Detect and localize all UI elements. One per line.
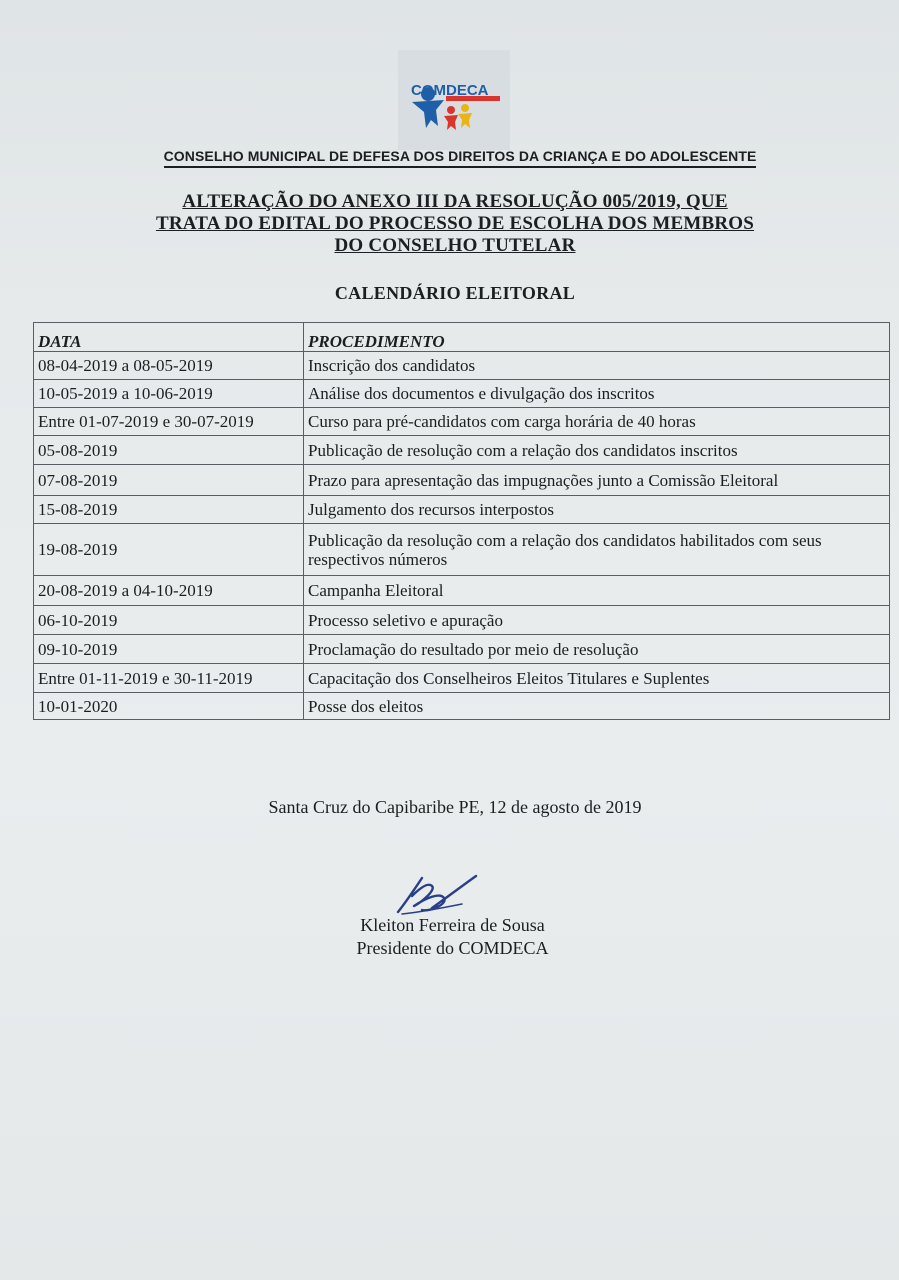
calendar-heading: CALENDÁRIO ELEITORAL [334, 283, 576, 303]
table-header-row [34, 323, 890, 352]
cell-date: 05-08-2019 [34, 436, 304, 465]
document-title [60, 191, 850, 257]
header-procedure: PROCEDIMENTO [304, 323, 890, 352]
cell-procedure: Publicação de resolução com a relação dos candidatos inscritos [304, 436, 890, 465]
council-name: CONSELHO MUNICIPAL DE DEFESA DOS DIREITOS DA CRIANÇA E DO ADOLESCENTE [60, 148, 860, 168]
table-row [34, 524, 890, 576]
cell-procedure: Inscrição dos candidatos [304, 352, 890, 380]
header-date: DATA [34, 323, 304, 352]
table-row [34, 408, 890, 436]
table-row [34, 496, 890, 524]
cell-procedure: Análise dos documentos e divulgação dos inscritos [304, 380, 890, 408]
cell-procedure: Curso para pré-candidatos com carga horária de 40 horas [304, 408, 890, 436]
cell-date: 19-08-2019 [34, 524, 304, 576]
cell-date: 15-08-2019 [34, 496, 304, 524]
electoral-calendar-table [33, 322, 890, 720]
table-row [34, 606, 890, 635]
cell-procedure: Publicação da resolução com a relação dos candidatos habilitados com seus respectivos números [304, 524, 890, 576]
cell-procedure: Julgamento dos recursos interpostos [304, 496, 890, 524]
title-line: DO CONSELHO TUTELAR [334, 235, 576, 256]
cell-procedure: Processo seletivo e apuração [304, 606, 890, 635]
cell-date: 10-01-2020 [34, 693, 304, 720]
comdeca-logo [398, 50, 510, 150]
cell-procedure: Posse dos eleitos [304, 693, 890, 720]
place-and-date: Santa Cruz do Capibaribe PE, 12 de agosto de 2019 [268, 797, 642, 817]
cell-procedure: Capacitação dos Conselheiros Eleitos Titulares e Suplentes [304, 664, 890, 693]
cell-date: 06-10-2019 [34, 606, 304, 635]
signatory-role: Presidente do COMDECA [356, 938, 549, 958]
table-row [34, 436, 890, 465]
table-row [34, 576, 890, 606]
title-line: ALTERAÇÃO DO ANEXO III DA RESOLUÇÃO 005/2019, QUE [182, 191, 728, 212]
cell-procedure: Prazo para apresentação das impugnações junto a Comissão Eleitoral [304, 465, 890, 496]
table-row [34, 693, 890, 720]
table-row [34, 380, 890, 408]
cell-date: 20-08-2019 a 04-10-2019 [34, 576, 304, 606]
cell-date: Entre 01-11-2019 e 30-11-2019 [34, 664, 304, 693]
cell-date: 07-08-2019 [34, 465, 304, 496]
title-line: TRATA DO EDITAL DO PROCESSO DE ESCOLHA DOS MEMBROS [155, 213, 755, 234]
table-row [34, 465, 890, 496]
cell-date: 09-10-2019 [34, 635, 304, 664]
table-row [34, 664, 890, 693]
table-row [34, 352, 890, 380]
signatory-block [200, 914, 705, 960]
signatory-name: Kleiton Ferreira de Sousa [360, 915, 545, 935]
cell-date: 08-04-2019 a 08-05-2019 [34, 352, 304, 380]
cell-procedure: Proclamação do resultado por meio de resolução [304, 635, 890, 664]
cell-procedure: Campanha Eleitoral [304, 576, 890, 606]
svg-text:COMDECA: COMDECA [411, 82, 489, 99]
cell-date: Entre 01-07-2019 e 30-07-2019 [34, 408, 304, 436]
cell-date: 10-05-2019 a 10-06-2019 [34, 380, 304, 408]
table-row [34, 635, 890, 664]
